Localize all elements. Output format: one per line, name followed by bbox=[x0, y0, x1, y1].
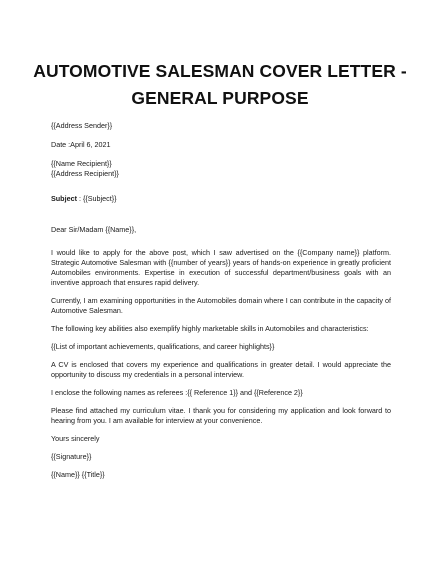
name-title: {{Name}} {{Title}} bbox=[51, 470, 105, 479]
letter-date: Date :April 6, 2021 bbox=[51, 140, 111, 149]
salutation: Dear Sir/Madam {{Name}}, bbox=[51, 225, 137, 234]
paragraph-cv: A CV is enclosed that covers my experience and qualifications in greater detail. I would appreciate the opportunity to discuss my credentials in a personal interview. bbox=[51, 360, 391, 379]
paragraph-achievements: {{List of important achievements, qualifications, and career highlights}} bbox=[51, 342, 275, 351]
paragraph-intro: I would like to apply for the above post, which I saw advertised on the {{Company name}} platform. Strategic Automotive Salesman with {{number of years}} years of hands-on experience in greatly proficient Automobiles environments. Expertise in execution of successful department/business goals with an inventive approach that ensures rapid delivery. bbox=[51, 248, 391, 287]
signature: {{Signature}} bbox=[51, 452, 92, 461]
title-line-1: AUTOMOTIVE SALESMAN COVER LETTER - bbox=[33, 61, 407, 81]
closing: Yours sincerely bbox=[51, 434, 100, 443]
subject-value: : {{Subject}} bbox=[76, 194, 117, 203]
address-recipient: {{Address Recipient}} bbox=[51, 169, 119, 178]
address-sender: {{Address Sender}} bbox=[51, 121, 113, 130]
name-recipient: {{Name Recipient}} bbox=[51, 159, 112, 168]
paragraph-attached: Please find attached my curriculum vitae. I thank you for considering my application and look forward to hearing from you. I am available for interview at your convenience. bbox=[51, 406, 391, 425]
paragraph-abilities: The following key abilities also exemplify highly marketable skills in Automobiles and characteristics: bbox=[51, 324, 369, 333]
subject-label: Subject bbox=[51, 194, 77, 203]
paragraph-referees: I enclose the following names as referees :{{ Reference 1}} and {{Reference 2}} bbox=[51, 388, 303, 397]
document-title bbox=[30, 58, 410, 112]
title-line-2: GENERAL PURPOSE bbox=[131, 88, 309, 108]
letter-body bbox=[51, 121, 391, 480]
paragraph-current: Currently, I am examining opportunities in the Automobiles domain where I can contribute in the capacity of Automotive Salesman. bbox=[51, 296, 391, 315]
subject-line bbox=[51, 194, 391, 204]
